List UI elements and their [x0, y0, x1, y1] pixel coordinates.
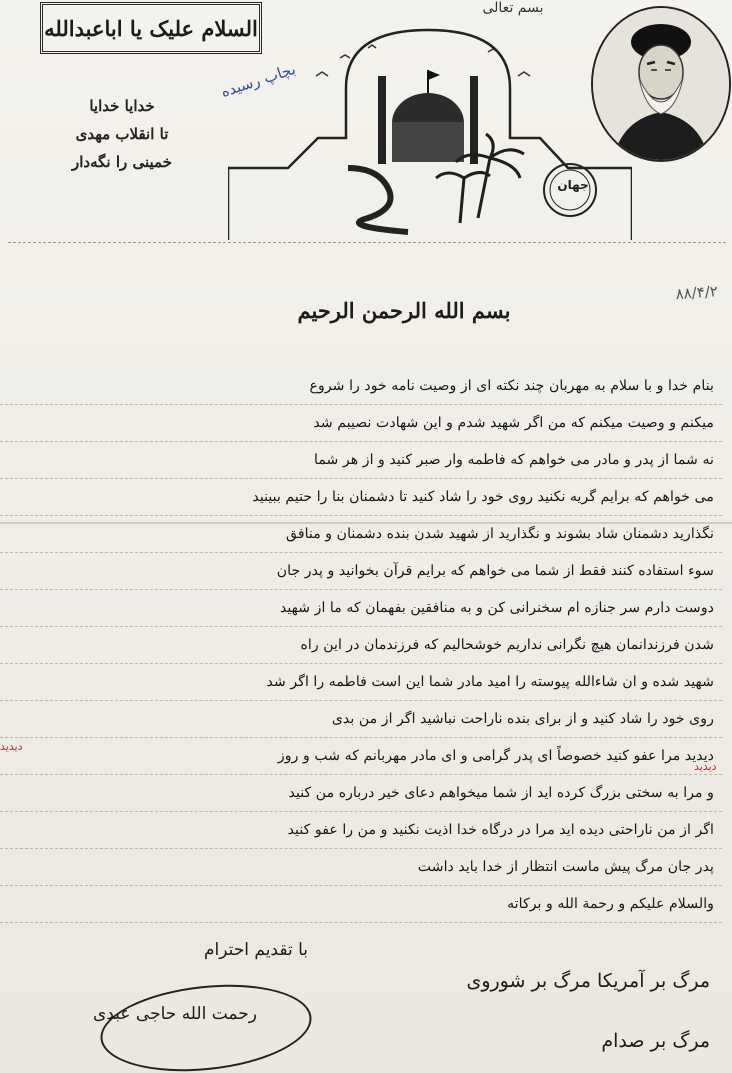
letter-line: پدر جان مرگ پیش ماست انتظار از خدا باید داشت: [0, 849, 722, 886]
letter-line: دوست دارم سر جنازه ام سخنرانی کن و به منافقین بفهمان که ما از شهید: [0, 590, 722, 627]
letter-line: نه شما از پدر و مادر می خواهم که فاطمه وار صبر کنید و از هر شما: [0, 442, 722, 479]
slogan-line: تا انقلاب مهدی: [75, 125, 169, 143]
letter-line: شهید شده و ان شاءالله پیوسته را امید مادر شما این است فاطمه را اگر شد: [0, 664, 722, 701]
letter-line: و مرا به سختی بزرگ کرده اید از شما میخواهم دعای خیر درباره من کنید: [0, 775, 722, 812]
signature-oval: [96, 975, 316, 1073]
letter-line: اگر از من ناراحتی دیده اید مرا در درگاه خدا اذیت نکنید و من را عفو کنید: [0, 812, 722, 849]
emblem-stamp: جهان: [557, 178, 589, 192]
letter-line: شدن فرزندانمان هیچ نگرانی نداریم خوشحالیم که فرزندمان در این راه: [0, 627, 722, 664]
letter-body: [0, 368, 722, 923]
page-number: ۸۸/۴/۲: [674, 282, 719, 304]
portrait-photo: [591, 6, 731, 162]
closing-remark: با تقدیم احترام: [203, 940, 308, 960]
slogan-line: خمینی را نگه‌دار: [72, 153, 172, 171]
letter-line: سوء استفاده کنند فقط از شما می خواهم که برایم قرآن بخوانید و پدر جان: [0, 553, 722, 590]
header-divider: [8, 242, 726, 243]
slogan-line: خدایا خدایا: [89, 97, 155, 115]
letter-line: والسلام علیکم و رحمة الله و برکاته: [0, 886, 722, 923]
slogan-death-to-saddam: مرگ بر صدام: [601, 1030, 710, 1052]
margin-note: دیدید: [694, 760, 717, 773]
portrait-illustration: [593, 8, 729, 160]
blue-handwritten-note: بچاپ رسیده: [218, 59, 298, 101]
slogan-death-to-america: مرگ بر آمریکا مرگ بر شوروی: [466, 970, 710, 992]
shrine-emblem: [228, 18, 632, 240]
greeting-box: السلام علیک یا اباعبدالله: [40, 2, 262, 54]
letter-line: نگذارید دشمنان شاد بشوند و نگذارید از شهید شدن بنده دشمنان و منافق: [0, 516, 722, 553]
letter-line: دیدید مرا عفو کنید خصوصاً ای پدر گرامی و ای مادر مهربانم که شب و روز: [0, 738, 722, 775]
letter-line: بنام خدا و با سلام به مهربان چند نکته ای از وصیت نامه خود را شروع: [0, 368, 722, 405]
letter-line: میکنم و وصیت میکنم که من اگر شهید شدم و این شهادت نصیبم شد: [0, 405, 722, 442]
header-slogan: [52, 92, 192, 176]
signature: رحمت الله حاجی عبدی: [93, 1004, 257, 1024]
top-scribble: بسم تعالی: [482, 0, 544, 16]
letter-line: روی خود را شاد کنید و از برای بنده ناراحت نباشید اگر از من بدی: [0, 701, 722, 738]
letter-line: می خواهم که برایم گریه نکنید روی خود را شاد کنید تا دشمنان بنا را حتیم ببینید: [0, 479, 722, 516]
basmala: بسم الله الرحمن الرحیم: [297, 298, 511, 323]
shrine-illustration: [228, 18, 632, 240]
margin-note: دیدید: [0, 740, 23, 753]
